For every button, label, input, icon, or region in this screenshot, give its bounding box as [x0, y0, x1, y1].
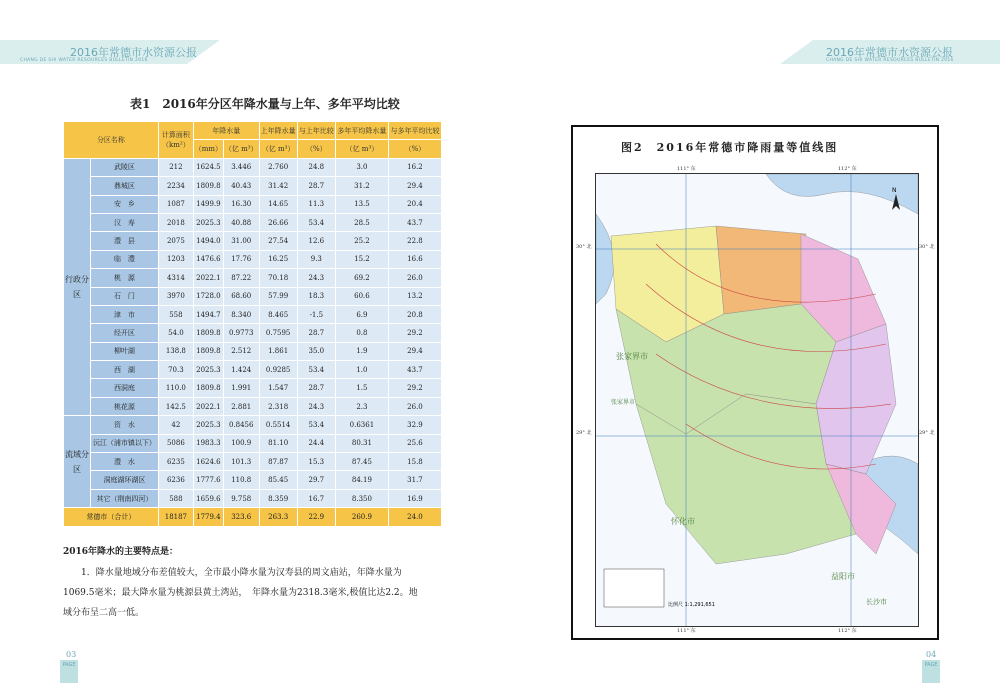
value-cell: 110.0 [158, 379, 193, 397]
value-cell: 2075 [158, 232, 193, 250]
table-row [64, 508, 442, 526]
value-cell: 25.6 [388, 434, 441, 452]
value-cell: 24.3 [297, 397, 335, 415]
neighbor-label-huaihua: 怀化市 [671, 517, 695, 526]
value-cell: 2018 [158, 213, 193, 231]
value-cell: 1809.8 [193, 324, 223, 342]
value-cell: 1.5 [335, 379, 388, 397]
value-cell: 81.10 [259, 434, 297, 452]
row-name-cell: 鼎城区 [91, 177, 159, 195]
value-cell: 138.8 [158, 342, 193, 360]
value-cell: 35.0 [297, 342, 335, 360]
value-cell: 8.465 [259, 305, 297, 323]
value-cell: 5086 [158, 434, 193, 452]
value-cell: 28.5 [335, 213, 388, 231]
header-precip: 年降水量 [193, 122, 259, 140]
value-cell: 2025.3 [193, 416, 223, 434]
value-cell: 101.3 [223, 453, 259, 471]
value-cell: 0.9285 [259, 361, 297, 379]
value-cell: 1494.0 [193, 232, 223, 250]
value-cell: 142.5 [158, 397, 193, 415]
value-cell: 26.0 [388, 397, 441, 415]
value-cell: 16.2 [388, 158, 441, 176]
value-cell: 43.7 [388, 213, 441, 231]
value-cell: 1809.8 [193, 177, 223, 195]
unit-vs-last-pct: （%） [297, 140, 335, 158]
value-cell: 15.3 [297, 453, 335, 471]
header-area: 计算面积（km²） [158, 122, 193, 159]
table-row [64, 232, 442, 250]
value-cell: 87.22 [223, 269, 259, 287]
value-cell: 1.547 [259, 379, 297, 397]
neighbor-label-yiyang: 益阳市 [831, 572, 855, 581]
table-title: 表1 2016年分区年降水量与上年、多年平均比较 [130, 97, 400, 111]
value-cell: 0.8 [335, 324, 388, 342]
page-tag-right: PAGE [922, 660, 940, 683]
value-cell: 53.4 [297, 213, 335, 231]
value-cell: 1499.9 [193, 195, 223, 213]
value-cell: 1983.3 [193, 434, 223, 452]
value-cell: 57.99 [259, 287, 297, 305]
value-cell: 1494.7 [193, 305, 223, 323]
value-cell: 87.87 [259, 453, 297, 471]
value-cell: 40.43 [223, 177, 259, 195]
value-cell: 2.512 [223, 342, 259, 360]
group-label: 流域分区 [64, 416, 91, 508]
header-vs-last: 与上年比较 [297, 122, 335, 140]
header-avg: 多年平均降水量 [335, 122, 388, 140]
value-cell: 16.25 [259, 250, 297, 268]
value-cell: 16.6 [388, 250, 441, 268]
notes-line-2: 1069.5毫米；最大降水量为桃源县黄土湾站， 年降水量为2318.3毫米,极值比达2.2。地 [63, 588, 418, 598]
value-cell: 6235 [158, 453, 193, 471]
row-name-cell: 武陵区 [91, 158, 159, 176]
lat-label-left-29: 29° 北 [576, 430, 592, 436]
value-cell: 1659.6 [193, 489, 223, 507]
notes-line-1: 1．降水量地域分布差值较大，全市最小降水量为汉寿县的周文庙站，年降水量为 [81, 568, 402, 578]
table-row [64, 379, 442, 397]
row-name-cell: 资 水 [91, 416, 159, 434]
value-cell: 3970 [158, 287, 193, 305]
value-cell: 8.350 [335, 489, 388, 507]
lon-label-top-112: 112° 东 [838, 166, 857, 172]
value-cell: 323.6 [223, 508, 259, 526]
value-cell: 16.7 [297, 489, 335, 507]
value-cell: 29.2 [388, 379, 441, 397]
table-row [64, 416, 442, 434]
value-cell: 1809.8 [193, 379, 223, 397]
value-cell: 42 [158, 416, 193, 434]
value-cell: 1476.6 [193, 250, 223, 268]
value-cell: 31.42 [259, 177, 297, 195]
value-cell: 18187 [158, 508, 193, 526]
value-cell: 15.8 [388, 453, 441, 471]
map-area [595, 173, 919, 627]
neighbor-label-zhangjiajie-2: 张家界市 [611, 399, 636, 406]
value-cell: 53.4 [297, 416, 335, 434]
value-cell: 80.31 [335, 434, 388, 452]
value-cell: 6.9 [335, 305, 388, 323]
page-number-right: 04 [926, 650, 937, 659]
row-name-cell: 柳叶湖 [91, 342, 159, 360]
value-cell: 9.3 [297, 250, 335, 268]
value-cell: 28.7 [297, 379, 335, 397]
value-cell: 70.3 [158, 361, 193, 379]
value-cell: 26.66 [259, 213, 297, 231]
value-cell: 9.758 [223, 489, 259, 507]
value-cell: 29.4 [388, 177, 441, 195]
value-cell: 29.7 [297, 471, 335, 489]
value-cell: 0.7595 [259, 324, 297, 342]
value-cell: 29.4 [388, 342, 441, 360]
value-cell: 22.9 [297, 508, 335, 526]
value-cell: 14.65 [259, 195, 297, 213]
value-cell: 2025.3 [193, 361, 223, 379]
lat-label-right-30: 30° 北 [919, 244, 935, 250]
value-cell: 31.00 [223, 232, 259, 250]
map-legend-box [604, 569, 664, 607]
value-cell: 20.8 [388, 305, 441, 323]
value-cell: 13.2 [388, 287, 441, 305]
value-cell: 60.6 [335, 287, 388, 305]
header-vs-avg: 与多年平均比较 [388, 122, 441, 140]
table-row [64, 158, 442, 176]
value-cell: 13.5 [335, 195, 388, 213]
value-cell: 1777.6 [193, 471, 223, 489]
value-cell: 2.3 [335, 397, 388, 415]
header-subtitle-left: CHANG DE SHI WATER RESOURCES BULLETIN 2016 [20, 58, 148, 63]
value-cell: 28.7 [297, 324, 335, 342]
table-row [64, 342, 442, 360]
value-cell: 31.2 [335, 177, 388, 195]
value-cell: 1087 [158, 195, 193, 213]
value-cell: 558 [158, 305, 193, 323]
value-cell: 100.9 [223, 434, 259, 452]
value-cell: 54.0 [158, 324, 193, 342]
value-cell: 8.340 [223, 305, 259, 323]
header-title-right: 2016年常德市水资源公报 [826, 46, 953, 59]
value-cell: 2234 [158, 177, 193, 195]
neighbor-label-changsha: 长沙市 [866, 598, 887, 606]
lon-label-bottom-111: 111° 东 [677, 628, 696, 634]
precipitation-table [63, 121, 442, 527]
table-row [64, 213, 442, 231]
row-name-cell: 其它（荆南四河） [91, 489, 159, 507]
value-cell: 68.60 [223, 287, 259, 305]
value-cell: 28.7 [297, 177, 335, 195]
value-cell: 16.30 [223, 195, 259, 213]
table-row [64, 177, 442, 195]
value-cell: 17.76 [223, 250, 259, 268]
table-row [64, 287, 442, 305]
value-cell: 3.0 [335, 158, 388, 176]
value-cell: 26.0 [388, 269, 441, 287]
header-name: 分区名称 [64, 122, 159, 159]
lat-label-right-29: 29° 北 [919, 430, 935, 436]
row-name-cell: 常德市（合计） [64, 508, 159, 526]
unit-vs-avg-pct: （%） [388, 140, 441, 158]
value-cell: 1624.6 [193, 453, 223, 471]
table-row [64, 453, 442, 471]
value-cell: 24.0 [388, 508, 441, 526]
lon-label-bottom-112: 112° 东 [838, 628, 857, 634]
row-name-cell: 西 湖 [91, 361, 159, 379]
row-name-cell: 沅江（浦市镇以下） [91, 434, 159, 452]
value-cell: 3.446 [223, 158, 259, 176]
value-cell: 1.861 [259, 342, 297, 360]
value-cell: 31.7 [388, 471, 441, 489]
page-number-left: 03 [66, 650, 77, 659]
group-label: 行政分区 [64, 158, 91, 415]
value-cell: 32.9 [388, 416, 441, 434]
header-last-year: 上年降水量 [259, 122, 297, 140]
row-name-cell: 西洞庭 [91, 379, 159, 397]
value-cell: 1.991 [223, 379, 259, 397]
neighbor-label-zhangjiajie: 张家界市 [616, 352, 648, 361]
row-name-cell: 经开区 [91, 324, 159, 342]
value-cell: 1624.5 [193, 158, 223, 176]
rainfall-map-figure [571, 125, 939, 640]
value-cell: 69.2 [335, 269, 388, 287]
value-cell: 110.8 [223, 471, 259, 489]
value-cell: 1203 [158, 250, 193, 268]
value-cell: 0.5514 [259, 416, 297, 434]
value-cell: 11.3 [297, 195, 335, 213]
unit-mm: （mm） [193, 140, 223, 158]
header-title-left: 2016年常德市水资源公报 [70, 46, 197, 59]
table-row [64, 195, 442, 213]
value-cell: 588 [158, 489, 193, 507]
value-cell: 24.3 [297, 269, 335, 287]
value-cell: 6236 [158, 471, 193, 489]
header-subtitle-right: CHANG DE SHI WATER RESOURCES BULLETIN 2016 [826, 58, 954, 63]
row-name-cell: 桃花源 [91, 397, 159, 415]
value-cell: 84.19 [335, 471, 388, 489]
value-cell: 43.7 [388, 361, 441, 379]
value-cell: 40.88 [223, 213, 259, 231]
table-body [64, 158, 442, 526]
value-cell: 0.9773 [223, 324, 259, 342]
value-cell: 1728.0 [193, 287, 223, 305]
row-name-cell: 津 市 [91, 305, 159, 323]
table-row [64, 305, 442, 323]
value-cell: 70.18 [259, 269, 297, 287]
map-graphic [596, 174, 918, 626]
value-cell: 53.4 [297, 361, 335, 379]
value-cell: 263.3 [259, 508, 297, 526]
notes-line-3: 域分布呈二高一低。 [63, 608, 145, 618]
value-cell: 2022.1 [193, 397, 223, 415]
unit-last-vol: （亿 m³） [259, 140, 297, 158]
map-title: 图2 2016年常德市降雨量等值线图 [621, 141, 839, 154]
value-cell: -1.5 [297, 305, 335, 323]
lake-water-left [596, 214, 614, 304]
table-row [64, 489, 442, 507]
row-name-cell: 桃 源 [91, 269, 159, 287]
value-cell: 2.760 [259, 158, 297, 176]
row-name-cell: 安 乡 [91, 195, 159, 213]
value-cell: 4314 [158, 269, 193, 287]
value-cell: 87.45 [335, 453, 388, 471]
value-cell: 25.2 [335, 232, 388, 250]
north-label: N [892, 187, 897, 194]
value-cell: 22.8 [388, 232, 441, 250]
row-name-cell: 澧 水 [91, 453, 159, 471]
value-cell: 1779.4 [193, 508, 223, 526]
row-name-cell: 洞庭湖环湖区 [91, 471, 159, 489]
lat-label-left-30: 30° 北 [576, 244, 592, 250]
table-row [64, 434, 442, 452]
value-cell: 85.45 [259, 471, 297, 489]
row-name-cell: 澧 县 [91, 232, 159, 250]
value-cell: 2.881 [223, 397, 259, 415]
value-cell: 0.6361 [335, 416, 388, 434]
page-tag-left: PAGE [60, 660, 78, 683]
value-cell: 1.0 [335, 361, 388, 379]
value-cell: 1.424 [223, 361, 259, 379]
value-cell: 2025.3 [193, 213, 223, 231]
row-name-cell: 石 门 [91, 287, 159, 305]
row-name-cell: 汉 寿 [91, 213, 159, 231]
value-cell: 29.2 [388, 324, 441, 342]
value-cell: 260.9 [335, 508, 388, 526]
value-cell: 20.4 [388, 195, 441, 213]
notes-heading: 2016年降水的主要特点是： [63, 547, 179, 557]
value-cell: 212 [158, 158, 193, 176]
value-cell: 18.3 [297, 287, 335, 305]
value-cell: 2.318 [259, 397, 297, 415]
value-cell: 24.4 [297, 434, 335, 452]
table-row [64, 471, 442, 489]
value-cell: 2022.1 [193, 269, 223, 287]
value-cell: 12.6 [297, 232, 335, 250]
value-cell: 8.359 [259, 489, 297, 507]
value-cell: 27.54 [259, 232, 297, 250]
table-row [64, 361, 442, 379]
table-row [64, 250, 442, 268]
value-cell: 24.8 [297, 158, 335, 176]
table-row [64, 269, 442, 287]
unit-precip-vol: （亿 m³） [223, 140, 259, 158]
value-cell: 1.9 [335, 342, 388, 360]
table-row [64, 397, 442, 415]
value-cell: 16.9 [388, 489, 441, 507]
district-li-county [716, 226, 806, 314]
table-row [64, 324, 442, 342]
river-water [766, 174, 918, 214]
unit-avg-vol: （亿 m³） [335, 140, 388, 158]
value-cell: 1809.8 [193, 342, 223, 360]
value-cell: 0.8456 [223, 416, 259, 434]
map-scale: 比例尺 1:1,291,651 [668, 602, 715, 608]
value-cell: 15.2 [335, 250, 388, 268]
row-name-cell: 临 澧 [91, 250, 159, 268]
lon-label-top-111: 111° 东 [677, 166, 696, 172]
